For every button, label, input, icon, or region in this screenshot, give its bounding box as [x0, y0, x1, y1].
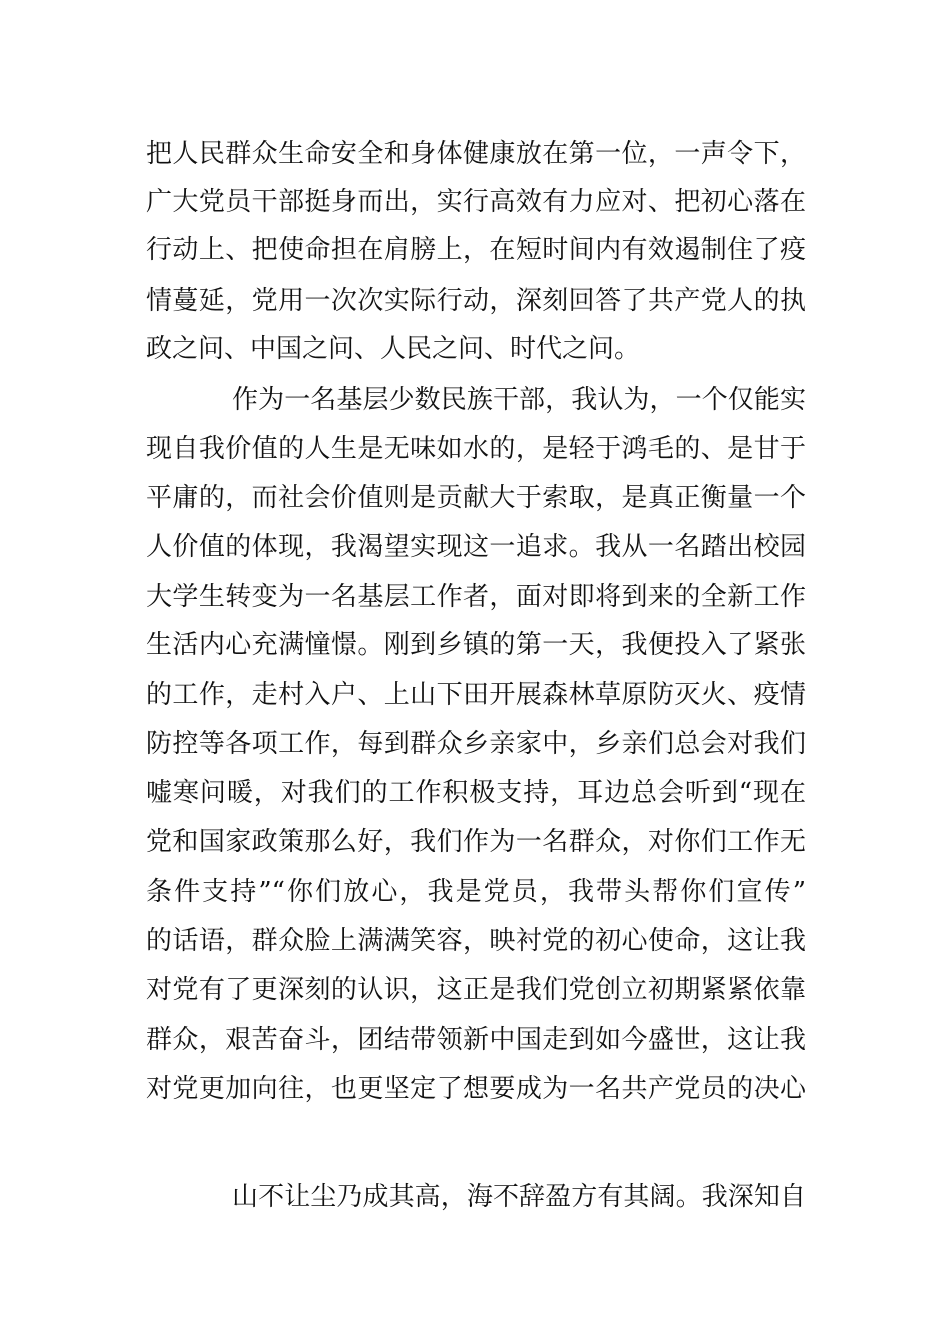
paragraph-3-first-line: 山不让尘乃成其高，海不辞盈方有其阔。我深知自	[232, 1182, 806, 1212]
text-line-17: 的话语，群众脸上满满笑容，映衬党的初心使命，这让我	[146, 926, 806, 956]
text-line-13: 防控等各项工作，每到群众乡亲家中，乡亲们总会对我们	[146, 729, 806, 759]
paragraph-2-first-line: 作为一名基层少数民族干部，我认为，一个仅能实	[232, 385, 806, 415]
text-line-3: 行动上、把使命担在肩膀上，在短时间内有效遏制住了疫	[146, 235, 806, 265]
text-line-18: 对党有了更深刻的认识，这正是我们党创立初期紧紧依靠	[146, 975, 806, 1005]
text-line-14: 嘘寒问暖，对我们的工作积极支持，耳边总会听到“现在	[146, 778, 806, 808]
text-line-4: 情蔓延，党用一次次实际行动，深刻回答了共产党人的执	[146, 286, 806, 316]
text-line-5: 政之问、中国之问、人民之问、时代之问。	[146, 334, 641, 364]
text-line-16: 条件支持”“你们放心，我是党员，我带头帮你们宣传”	[146, 877, 806, 907]
text-line-12: 的工作，走村入户、上山下田开展森林草原防灭火、疫情	[146, 680, 806, 710]
text-line-11: 生活内心充满憧憬。刚到乡镇的第一天，我便投入了紧张	[146, 630, 806, 660]
text-line-8: 平庸的，而社会价值则是贡献大于索取，是真正衡量一个	[146, 483, 806, 513]
text-line-20: 对党更加向往，也更坚定了想要成为一名共产党员的决心	[146, 1074, 806, 1104]
text-line-19: 群众，艰苦奋斗，团结带领新中国走到如今盛世，这让我	[146, 1025, 806, 1055]
text-line-10: 大学生转变为一名基层工作者，面对即将到来的全新工作	[146, 582, 806, 612]
text-line-2: 广大党员干部挺身而出，实行高效有力应对、把初心落在	[146, 187, 806, 217]
text-line-15: 党和国家政策那么好，我们作为一名群众，对你们工作无	[146, 827, 806, 857]
text-line-9: 人价值的体现，我渴望实现这一追求。我从一名踏出校园	[146, 532, 806, 562]
text-line-1: 把人民群众生命安全和身体健康放在第一位，一声令下，	[146, 139, 806, 169]
text-line-7: 现自我价值的人生是无味如水的，是轻于鸿毛的、是甘于	[146, 434, 806, 464]
